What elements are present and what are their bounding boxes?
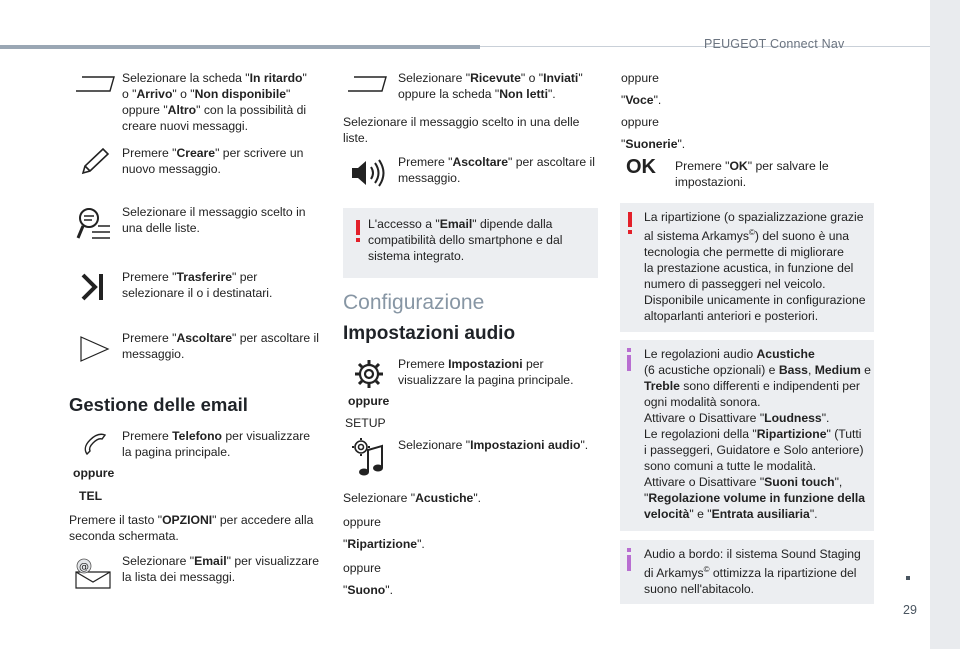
audio-settings-icon (350, 436, 386, 478)
c2-row4-text (398, 437, 588, 453)
c3-row-ok-text (675, 158, 829, 190)
text-line: Attivare o Disattivare "Suoni touch", (644, 475, 843, 489)
c1-row5-text (122, 330, 319, 362)
text-line: (6 acustiche opzionali) e Bass, Medium e (644, 363, 871, 377)
text-line: oppure la scheda "Non letti". (398, 87, 556, 101)
note-sound-staging-text (644, 546, 861, 597)
forward-icon (80, 272, 106, 302)
c2-seq-0 (343, 490, 481, 506)
text-line: seconda schermata. (69, 529, 179, 543)
settings-icon (353, 358, 385, 390)
text-line: sistema integrato. (368, 249, 465, 263)
text-line: una delle liste. (122, 221, 200, 235)
text-line: Selezionare "Impostazioni audio". (398, 438, 589, 452)
heading-email-management: Gestione delle email (69, 394, 248, 415)
note-regolazioni (620, 340, 874, 531)
text-line: Premere "Creare" per scrivere un (122, 146, 304, 160)
page-number: 29 (903, 603, 917, 617)
text-line: oppure (621, 115, 659, 129)
text-line: Premere Impostazioni per (398, 357, 544, 371)
text-line: nuovo messaggio. (122, 162, 221, 176)
text-line: oppure (343, 515, 381, 529)
text-line: velocità" e "Entrata ausiliaria". (644, 507, 818, 521)
list-search-icon (76, 206, 112, 246)
text-line: oppure (343, 561, 381, 575)
text-line: Selezionare la scheda "In ritardo" (122, 71, 307, 85)
warning-icon (627, 212, 633, 238)
play-icon (78, 334, 112, 364)
text-line: al sistema Arkamys©) del suono è una (644, 228, 850, 244)
info-icon (626, 348, 632, 376)
text-line: Selezionare il messaggio scelto in (122, 205, 306, 219)
text-line: Premere "Trasferire" per (122, 270, 258, 284)
text-line: creare nuovi messaggi. (122, 119, 248, 133)
c2-seq-1 (343, 514, 381, 530)
text-line: sono comuni a tutte le modalità. (644, 459, 817, 473)
text-line: Disponibile unicamente in configurazione (644, 293, 866, 308)
text-line: i passeggeri, Guidatore e Solo anteriore) (644, 443, 864, 457)
text-line: Premere "OK" per salvare le (675, 159, 829, 173)
text-line: Selezionare "Ricevute" o "Inviati" (398, 71, 583, 85)
tab-icon (74, 74, 116, 94)
text-line: Selezionare il messaggio scelto in una delle (343, 115, 580, 129)
text-line: "Suono". (343, 583, 393, 597)
text-line: Premere "Ascoltare" per ascoltare il (122, 331, 319, 345)
text-line: la prestazione acustica, in funzione del (644, 261, 854, 276)
speaker-icon (350, 158, 386, 188)
page-header-title: PEUGEOT Connect Nav (704, 37, 845, 51)
ok-icon: OK (626, 156, 656, 178)
caption-tel: TEL (79, 489, 103, 503)
text-line: oppure (621, 71, 659, 85)
phone-icon (82, 430, 108, 456)
text-line: "Suonerie". (621, 137, 686, 151)
text-line: Premere "Ascoltare" per ascoltare il (398, 155, 595, 169)
note-email-text (368, 216, 562, 264)
text-line: Le regolazioni audio Acustiche (644, 347, 815, 361)
note-sound-staging (620, 540, 874, 604)
c3-seq-2 (621, 114, 659, 130)
warning-icon (355, 220, 361, 246)
c1-row7-text (122, 553, 319, 585)
text-line: numero di passeggeri nel veicolo. (644, 277, 826, 292)
heading-configurazione: Configurazione (343, 291, 485, 314)
text-line: messaggio. (398, 171, 461, 185)
text-line: Premere Telefono per visualizzare (122, 429, 311, 443)
info-icon (626, 548, 632, 576)
text-line: selezionare il o i destinatari. (122, 286, 273, 300)
c1-row1-text (122, 70, 307, 134)
text-line: ogni modalità sonora. (644, 395, 761, 409)
c1-row2-text (122, 145, 303, 177)
text-line: visualizzare la pagina principale. (398, 373, 574, 387)
text-line: la pagina principale. (122, 445, 231, 459)
note-regolazioni-text (644, 346, 871, 522)
c1-row4-text (122, 269, 272, 301)
text-line: "Ripartizione". (343, 537, 425, 551)
c2-para-select (343, 114, 579, 146)
text-line: Selezionare "Acustiche". (343, 491, 482, 505)
c2-seq-4 (343, 582, 393, 598)
text-line: Treble sono differenti e indipendenti per (644, 379, 860, 393)
note-ripartizione-text (644, 209, 866, 324)
text-line: "Regolazione volume in funzione della (644, 491, 866, 505)
c3-seq-3 (621, 136, 685, 152)
c1-row6-text (122, 428, 310, 460)
pencil-icon (80, 146, 112, 176)
c3-seq-1 (621, 92, 661, 108)
text-line: messaggio. (122, 347, 185, 361)
text-line: La ripartizione (o spazializzazione grazie (644, 210, 864, 224)
text-line: impostazioni. (675, 175, 747, 189)
note-email-compat (343, 208, 598, 278)
heading-audio-settings: Impostazioni audio (343, 323, 516, 344)
page-side-strip (930, 0, 960, 649)
caption-oppure: oppure (73, 466, 115, 480)
text-line: liste. (343, 131, 369, 145)
text-line: di Arkamys© ottimizza la ripartizione del (644, 565, 857, 581)
text-line: L'accesso a "Email" dipende dalla (368, 217, 553, 231)
c1-row3-text (122, 204, 306, 236)
text-line: Audio a bordo: il sistema Sound Staging (644, 547, 861, 561)
c2-row1-text (398, 70, 583, 102)
header-rule (0, 45, 480, 49)
c2-seq-2 (343, 536, 425, 552)
c2-row2-text (398, 154, 595, 186)
text-line: compatibilità dello smartphone e dal (368, 233, 563, 247)
c1-para-opzioni (69, 512, 313, 544)
caption-oppure: oppure (348, 394, 390, 408)
continuation-mark (906, 576, 910, 580)
note-ripartizione (620, 203, 874, 332)
c2-seq-3 (343, 560, 381, 576)
text-line: "Voce". (621, 93, 662, 107)
text-line: suono nell'abitacolo. (644, 582, 755, 597)
c2-row3-text (398, 356, 573, 388)
tab-icon (346, 74, 388, 94)
c3-seq-0 (621, 70, 659, 86)
svg-text:@: @ (79, 562, 89, 573)
text-line: altoparlanti anteriori e posteriori. (644, 309, 819, 324)
text-line: la lista dei messaggi. (122, 570, 236, 584)
text-line: tecnologia che permette di migliorare (644, 245, 844, 260)
text-line: Le regolazioni della "Ripartizione" (Tutti (644, 427, 862, 441)
text-line: Selezionare "Email" per visualizzare (122, 554, 319, 568)
text-line: Premere il tasto "OPZIONI" per accedere alla (69, 513, 314, 527)
text-line: o "Arrivo" o "Non disponibile" (122, 87, 291, 101)
text-line: Attivare o Disattivare "Loudness". (644, 411, 830, 425)
text-line: oppure "Altro" con la possibilità di (122, 103, 307, 117)
email-icon (74, 558, 114, 590)
caption-setup: SETUP (345, 416, 386, 430)
